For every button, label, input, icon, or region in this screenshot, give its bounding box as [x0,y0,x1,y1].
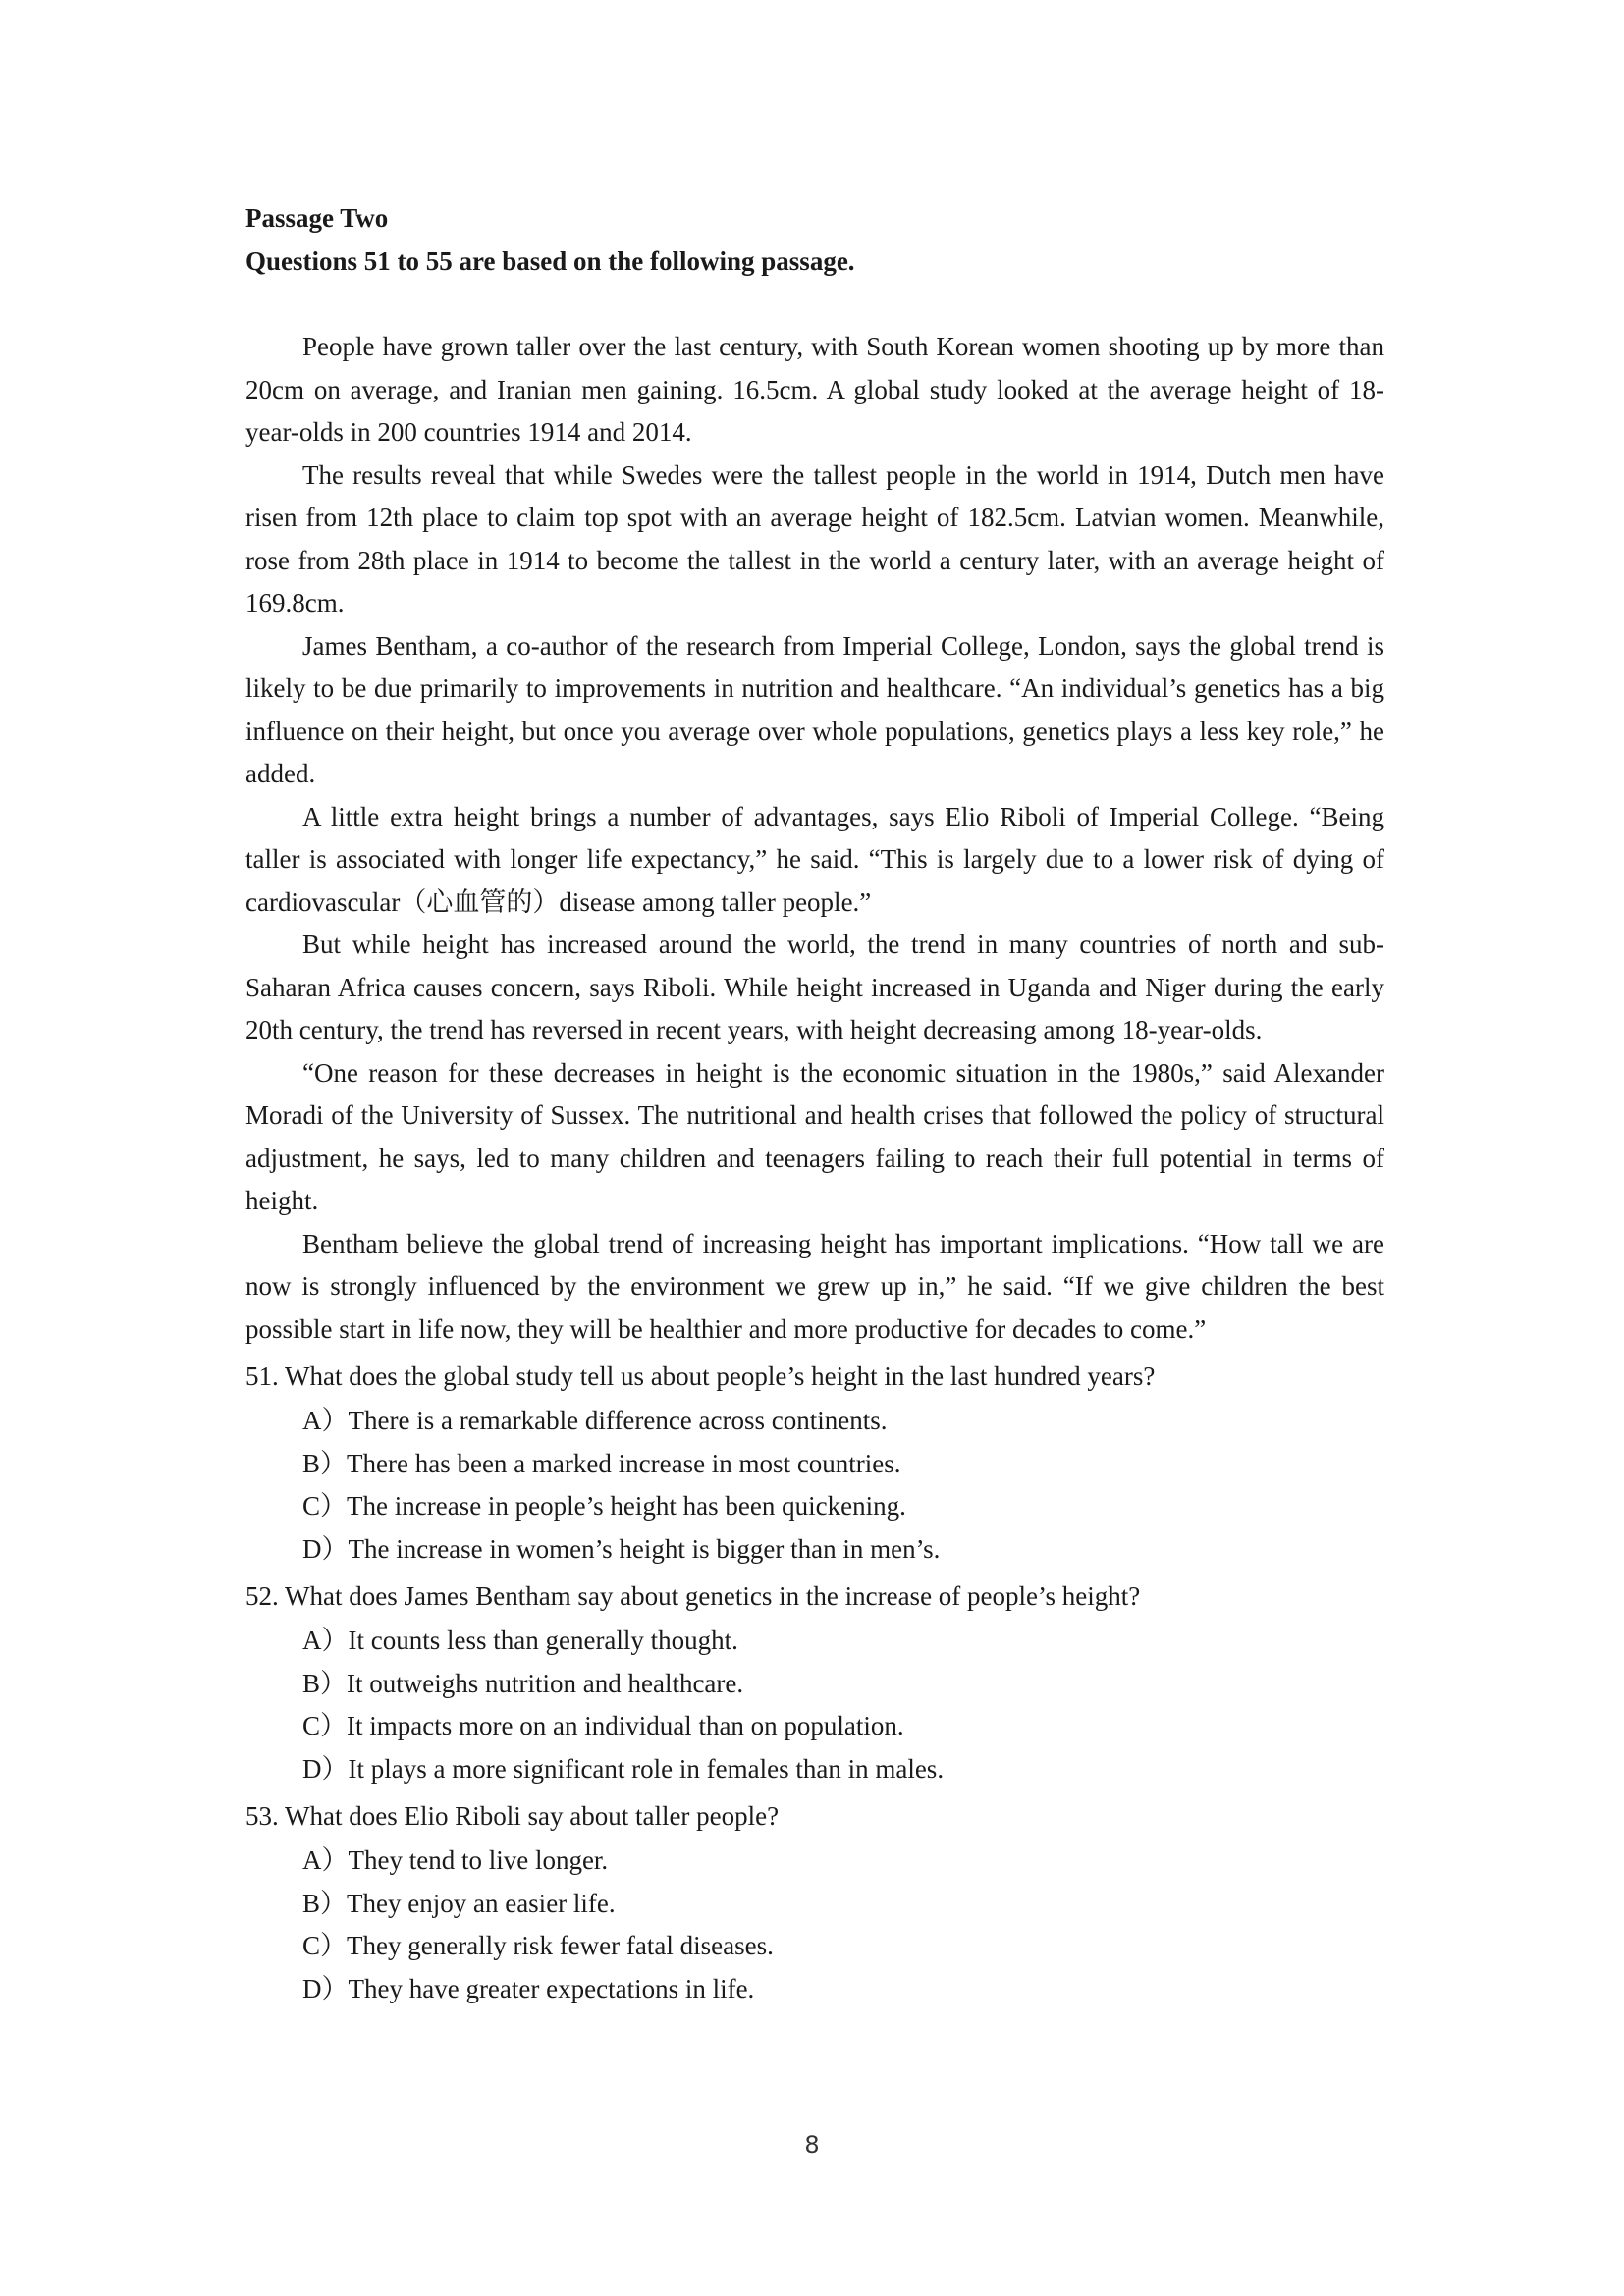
question-52 [245,1575,1384,1790]
option-text: It impacts more on an individual than on population. [347,1711,904,1740]
option-text: The increase in people’s height has been quickening. [347,1491,906,1521]
option-letter: D） [302,1753,349,1784]
option-letter: A） [302,1626,349,1655]
answer-option-c [302,1485,1384,1528]
answer-option-a [302,1620,1384,1663]
question-stem: 52. What does James Bentham say about genetics in the increase of people’s height? [245,1581,1141,1611]
option-text: There is a remarkable difference across continents. [348,1406,888,1435]
option-text: It counts less than generally thought. [348,1626,738,1655]
answer-option-d [302,1968,1384,2011]
option-letter: B） [302,1888,348,1918]
passage-paragraph: People have grown taller over the last century, with South Korean women shooting up by more than 20cm on average, and Iranian men gaining. 16.5cm. A global study looked at the average height of 18-year-olds in 200 countries 1914 and 2014. [245,332,1384,447]
page-number: 8 [804,2131,820,2159]
option-text: They have greater expectations in life. [348,1973,755,2003]
option-text: The increase in women’s height is bigger than in men’s. [348,1533,941,1564]
answer-options [245,1400,1384,1571]
answer-option-d [302,1748,1384,1791]
answer-option-d [302,1528,1384,1572]
option-letter: A） [302,1845,349,1875]
option-letter: B） [302,1668,348,1698]
option-letter: C） [302,1711,348,1740]
answer-options [245,1840,1384,2010]
passage-paragraph: A little extra height brings a number of advantages, says Elio Riboli of Imperial College. “Being taller is associated with longer life expectancy,” he said. “This is largely due to a lower risk of dying of cardiovascular（心血管的）disease among taller people.” [245,801,1384,917]
option-letter: B） [302,1448,348,1478]
passage-paragraph: But while height has increased around the world, the trend in many countries of north and sub-Saharan Africa causes concern, says Riboli. While height increased in Uganda and Niger during the early 20th century, the trend has reversed in recent years, with height decreasing among 18-year-olds. [245,930,1384,1044]
answer-option-b [302,1663,1384,1706]
option-text: They tend to live longer. [348,1845,609,1875]
option-letter: A） [302,1406,349,1435]
answer-option-c [302,1705,1384,1748]
passage-paragraph: “One reason for these decreases in height is the economic situation in the 1980s,” said Alexander Moradi of the University of Sussex. The nutritional and health crises that followed the policy of structural adjustment, he says, led to many children and teenagers failing to reach their full potential in terms of height. [245,1057,1384,1215]
section-title: Passage Two [245,203,389,233]
page-content [245,196,1384,2010]
option-text: They generally risk fewer fatal diseases. [347,1931,774,1960]
answer-option-a [302,1840,1384,1883]
section-instruction: Questions 51 to 55 are based on the following passage. [245,246,855,276]
option-letter: C） [302,1931,348,1960]
answer-option-b [302,1883,1384,1926]
option-letter: D） [302,1973,349,2003]
question-53 [245,1794,1384,2010]
passage-paragraph: The results reveal that while Swedes were the tallest people in the world in 1914, Dutch men have risen from 12th place to claim top spot with an average height of 182.5cm. Latvian women. Meanwhile, rose from 28th place in 1914 to become the tallest in the world a century later, with an average height of 169.8cm. [245,459,1384,617]
answer-option-a [302,1400,1384,1443]
option-text: There has been a marked increase in most countries. [347,1448,901,1478]
question-stem: 53. What does Elio Riboli say about taller people? [245,1801,780,1831]
answer-options [245,1620,1384,1790]
reading-passage [245,326,1384,1351]
option-letter: D） [302,1533,349,1564]
option-text: They enjoy an easier life. [347,1888,616,1918]
question-stem: 51. What does the global study tell us about people’s height in the last hundred years? [245,1362,1156,1391]
passage-paragraph: Bentham believe the global trend of increasing height has important implications. “How tall we are now is strongly influenced by the environment we grew up in,” he said. “If we give children the best possible start in life now, they will be healthier and more productive for decades to come.” [245,1228,1384,1344]
option-letter: C） [302,1491,348,1521]
question-51 [245,1355,1384,1571]
answer-option-c [302,1925,1384,1968]
answer-option-b [302,1443,1384,1486]
option-text: It plays a more significant role in females than in males. [348,1753,945,1784]
passage-paragraph: James Bentham, a co-author of the research from Imperial College, London, says the global trend is likely to be due primarily to improvements in nutrition and healthcare. “An individual’s genetics has a big influence on their height, but once you average over whole populations, genetics plays a less key role,” he added. [245,630,1384,788]
option-text: It outweighs nutrition and healthcare. [347,1668,744,1698]
